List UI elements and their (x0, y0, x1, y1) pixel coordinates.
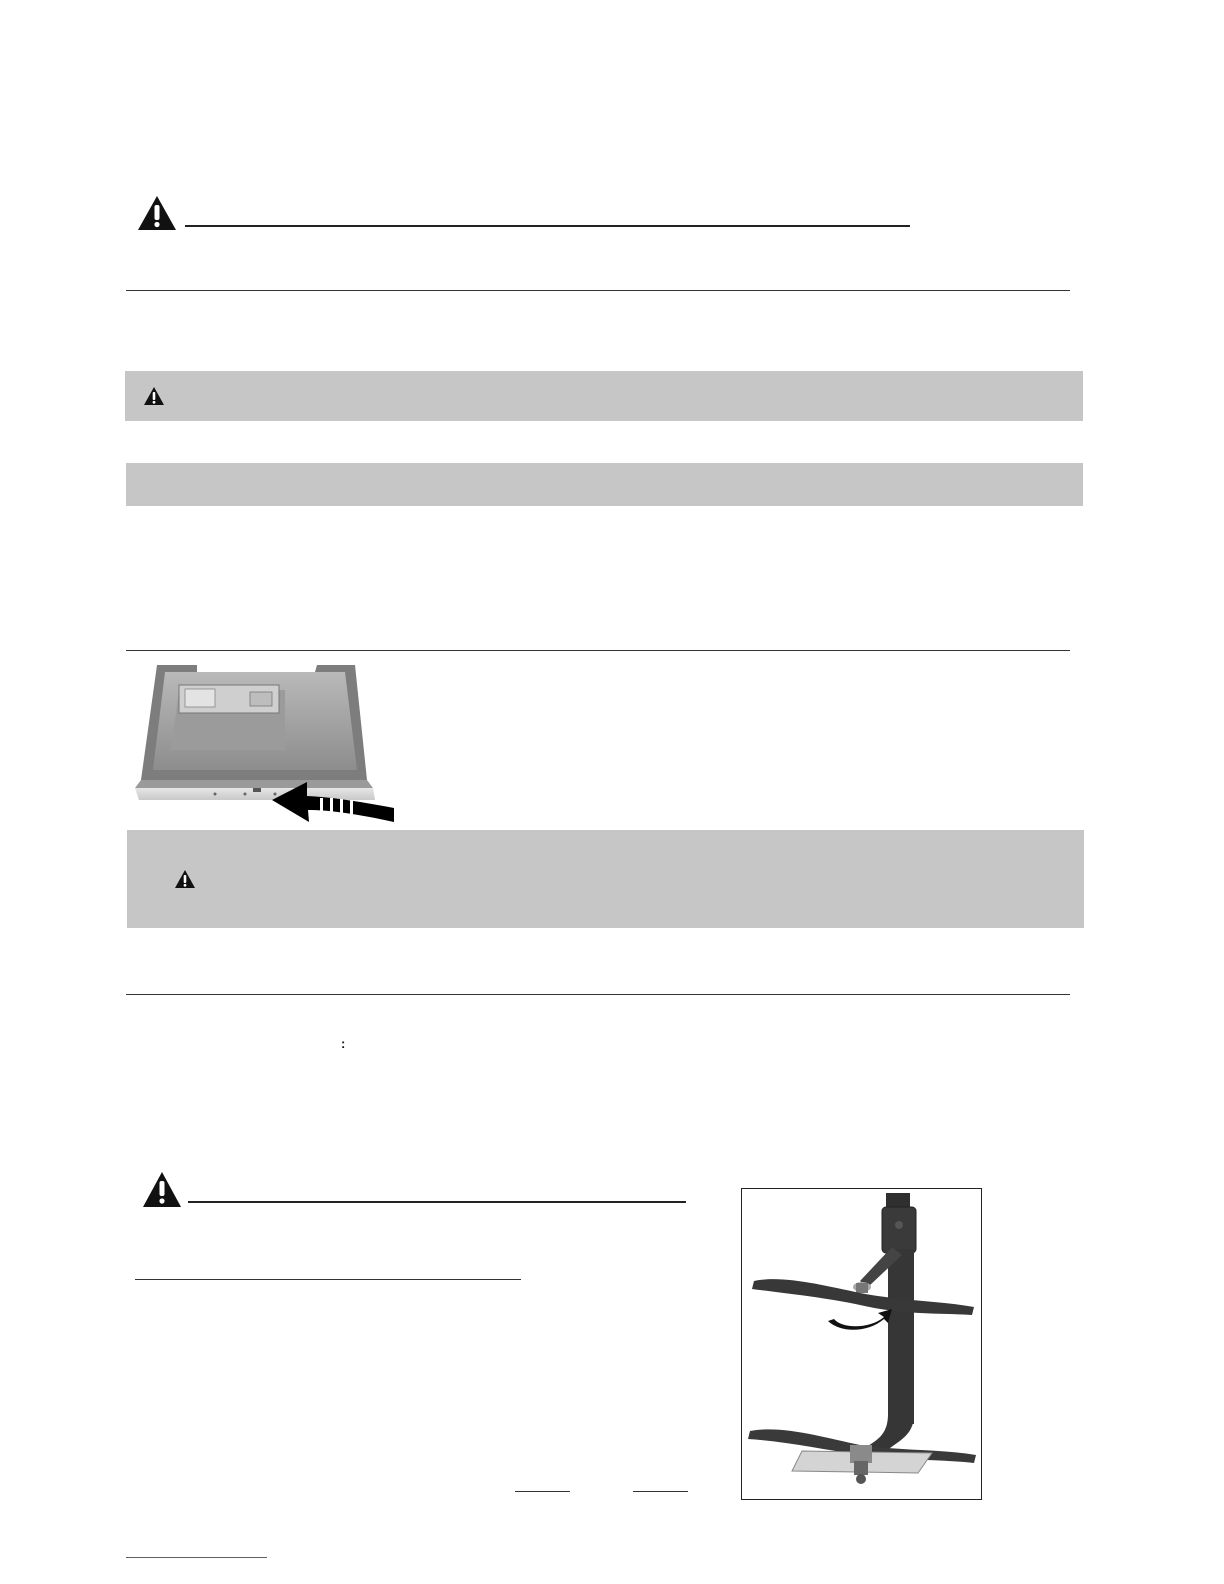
blank-underline-1 (515, 1491, 570, 1492)
rotate-arrow-icon (828, 1309, 892, 1330)
subheading-underline (135, 1279, 521, 1280)
section-divider-3 (126, 994, 1070, 995)
spray-arm-illustration (742, 1189, 981, 1499)
section-divider-2 (126, 650, 1070, 651)
caution-band-3 (127, 830, 1084, 928)
warning-triangle-icon (142, 1171, 182, 1208)
section-4-heading-underline (188, 1201, 686, 1203)
colon-mark: : (341, 1036, 346, 1051)
info-band-2 (126, 463, 1083, 506)
footer-link-underline[interactable] (126, 1557, 267, 1558)
caution-band-1 (125, 371, 1083, 421)
warning-triangle-icon (143, 386, 165, 406)
spray-arm-figure (741, 1188, 982, 1500)
warning-triangle-icon (174, 869, 196, 889)
warning-triangle-icon (137, 195, 177, 231)
section-divider-1 (126, 290, 1070, 291)
curved-arrow-icon (262, 772, 397, 827)
section-1-heading-underline (185, 225, 910, 227)
blank-underline-2 (633, 1491, 688, 1492)
